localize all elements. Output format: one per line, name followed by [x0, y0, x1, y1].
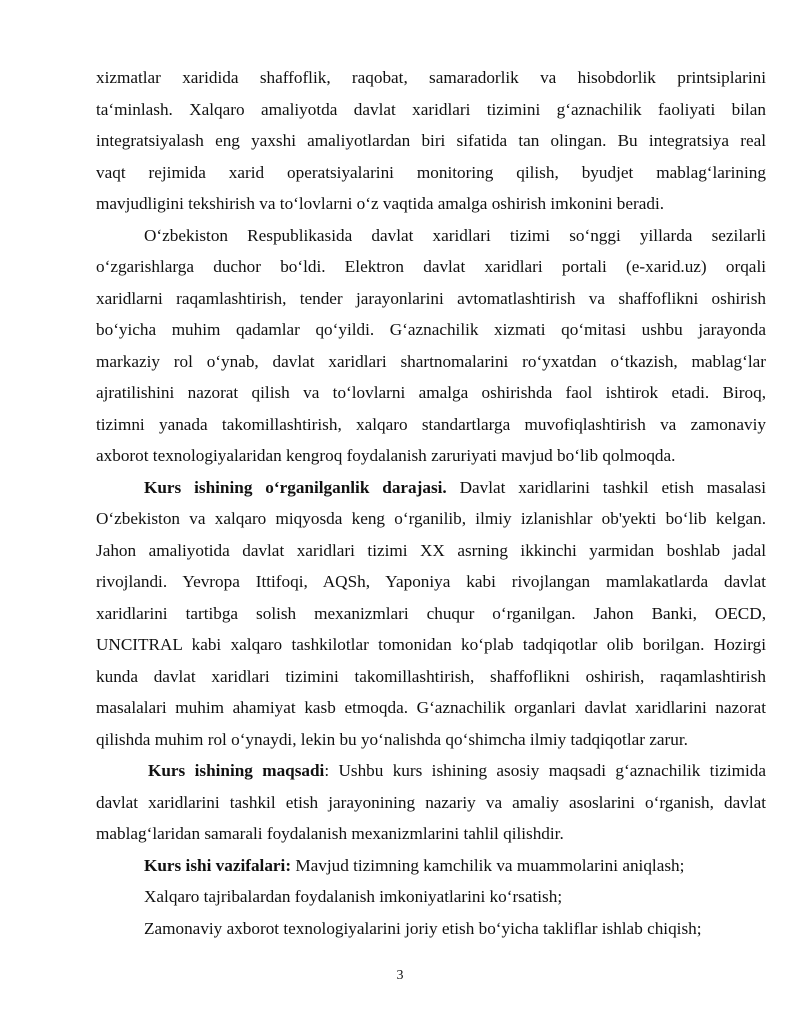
page-number: 3 [396, 968, 404, 983]
text-line: integratsiyalash eng yaxshi amaliyotlardan biri sifatida tan olingan. Bu integratsiya real [96, 131, 766, 150]
paragraph-course-tasks [96, 850, 766, 882]
text-line: xaridlarini tartibga solish mexanizmlari chuqur o‘rganilgan. Jahon Banki, OECD, [96, 603, 766, 623]
paragraph-study-level [96, 472, 766, 756]
text-line: mavjudligini tekshirish va to‘lovlarni o‘z vaqtida amalga oshirish imkonini beradi. [96, 194, 665, 213]
text-line: tizimni yanada takomillashtirish, xalqaro standartlarga muvofiqlashtirish va zamonaviy [96, 414, 766, 434]
text-line: ta‘minlash. Xalqaro amaliyotda davlat xaridlari tizimini g‘aznachilik faoliyati bilan [96, 99, 766, 119]
section-heading: Kurs ishi vazifalari: [144, 855, 292, 875]
text-line: o‘zgarishlarga duchor bo‘ldi. Elektron davlat xaridlari portali (e-xarid.uz) orqali [96, 257, 766, 276]
text-line: Jahon amaliyotida davlat xaridlari tizimi XX asrning ikkinchi yarmidan boshlab jadal [96, 540, 766, 560]
heading-followup-text: Davlat xaridlarini tashkil etish masalasi [446, 477, 766, 497]
text-line: kunda davlat xaridlari tizimini takomillashtirish, shaffoflikni oshirish, raqamlashtirish [96, 666, 766, 686]
heading-followup-text: Mavjud tizimning kamchilik va muammolarini aniqlash; [291, 855, 685, 875]
text-line: vaqt rejimida xarid operatsiyalarini monitoring qilish, byudjet mablag‘larining [96, 162, 766, 182]
section-heading: Kurs ishining maqsadi [148, 761, 325, 780]
task-item: Xalqaro tajribalardan foydalanish imkoniyatlarini ko‘rsatish; [144, 887, 563, 906]
paragraph-uzbekistan-procurement [96, 220, 766, 472]
text-line: masalalari muhim ahamiyat kasb etmoqda. G‘aznachilik organlari davlat xaridlarini nazorat [96, 698, 766, 717]
text-line: ajratilishini nazorat qilish va to‘lovlarni amalga oshirishda faol ishtirok etadi. Biroq, [96, 383, 766, 402]
text-line: O‘zbekiston va xalqaro miqyosda keng o‘rganilib, ilmiy izlanishlar ob'yekti bo‘lib kelgan. [96, 509, 766, 528]
text-line: UNCITRAL kabi xalqaro tashkilotlar tomonidan ko‘plab tadqiqotlar olib borilgan. Hozirgi [96, 635, 766, 654]
text-line [96, 850, 766, 882]
paragraph-intro-continuation [96, 62, 766, 220]
text-line: xaridlarni raqamlashtirish, tender jarayonlarini avtomatlashtirish va shaffoflikni oshirish [96, 288, 766, 308]
text-line: O‘zbekiston Respublikasida davlat xaridlari tizimi so‘nggi yillarda sezilarli [144, 225, 766, 245]
body-text [96, 62, 766, 944]
text-line: rivojlandi. Yevropa Ittifoqi, AQSh, Yaponiya kabi rivojlangan mamlakatlarda davlat [96, 572, 766, 591]
text-line: davlat xaridlarini tashkil etish jarayonining nazariy va amaliy asoslarini o‘rganish, davlat [96, 792, 766, 812]
text-line: xizmatlar xaridida shaffoflik, raqobat, samaradorlik va hisobdorlik printsiplarini [96, 68, 766, 87]
text-line [96, 472, 766, 504]
text-line: qilishda muhim rol o‘ynaydi, lekin bu yo‘nalishda qo‘shimcha ilmiy tadqiqotlar zarur. [96, 729, 688, 749]
text-line: markaziy rol o‘ynab, davlat xaridlari shartnomalarini ro‘yxatdan o‘tkazish, mablag‘lar [96, 351, 766, 371]
task-item: Zamonaviy axborot texnologiyalarini joriy etish bo‘yicha takliflar ishlab chiqish; [144, 918, 702, 938]
heading-followup-text: : Ushbu kurs ishining asosiy maqsadi g‘aznachilik tizimida [324, 761, 767, 780]
section-heading: Kurs ishining o‘rganilganlik darajasi. [144, 477, 447, 497]
text-line [96, 755, 766, 787]
text-line: bo‘yicha muhim qadamlar qo‘yildi. G‘aznachilik xizmati qo‘mitasi ushbu jarayonda [96, 320, 766, 339]
text-line: axborot texnologiyalaridan kengroq foydalanish zaruriyati mavjud bo‘lib qolmoqda. [96, 446, 676, 465]
text-line: mablag‘laridan samarali foydalanish mexanizmlarini tahlil qilishdir. [96, 824, 564, 843]
paragraph-course-goal [96, 755, 766, 850]
